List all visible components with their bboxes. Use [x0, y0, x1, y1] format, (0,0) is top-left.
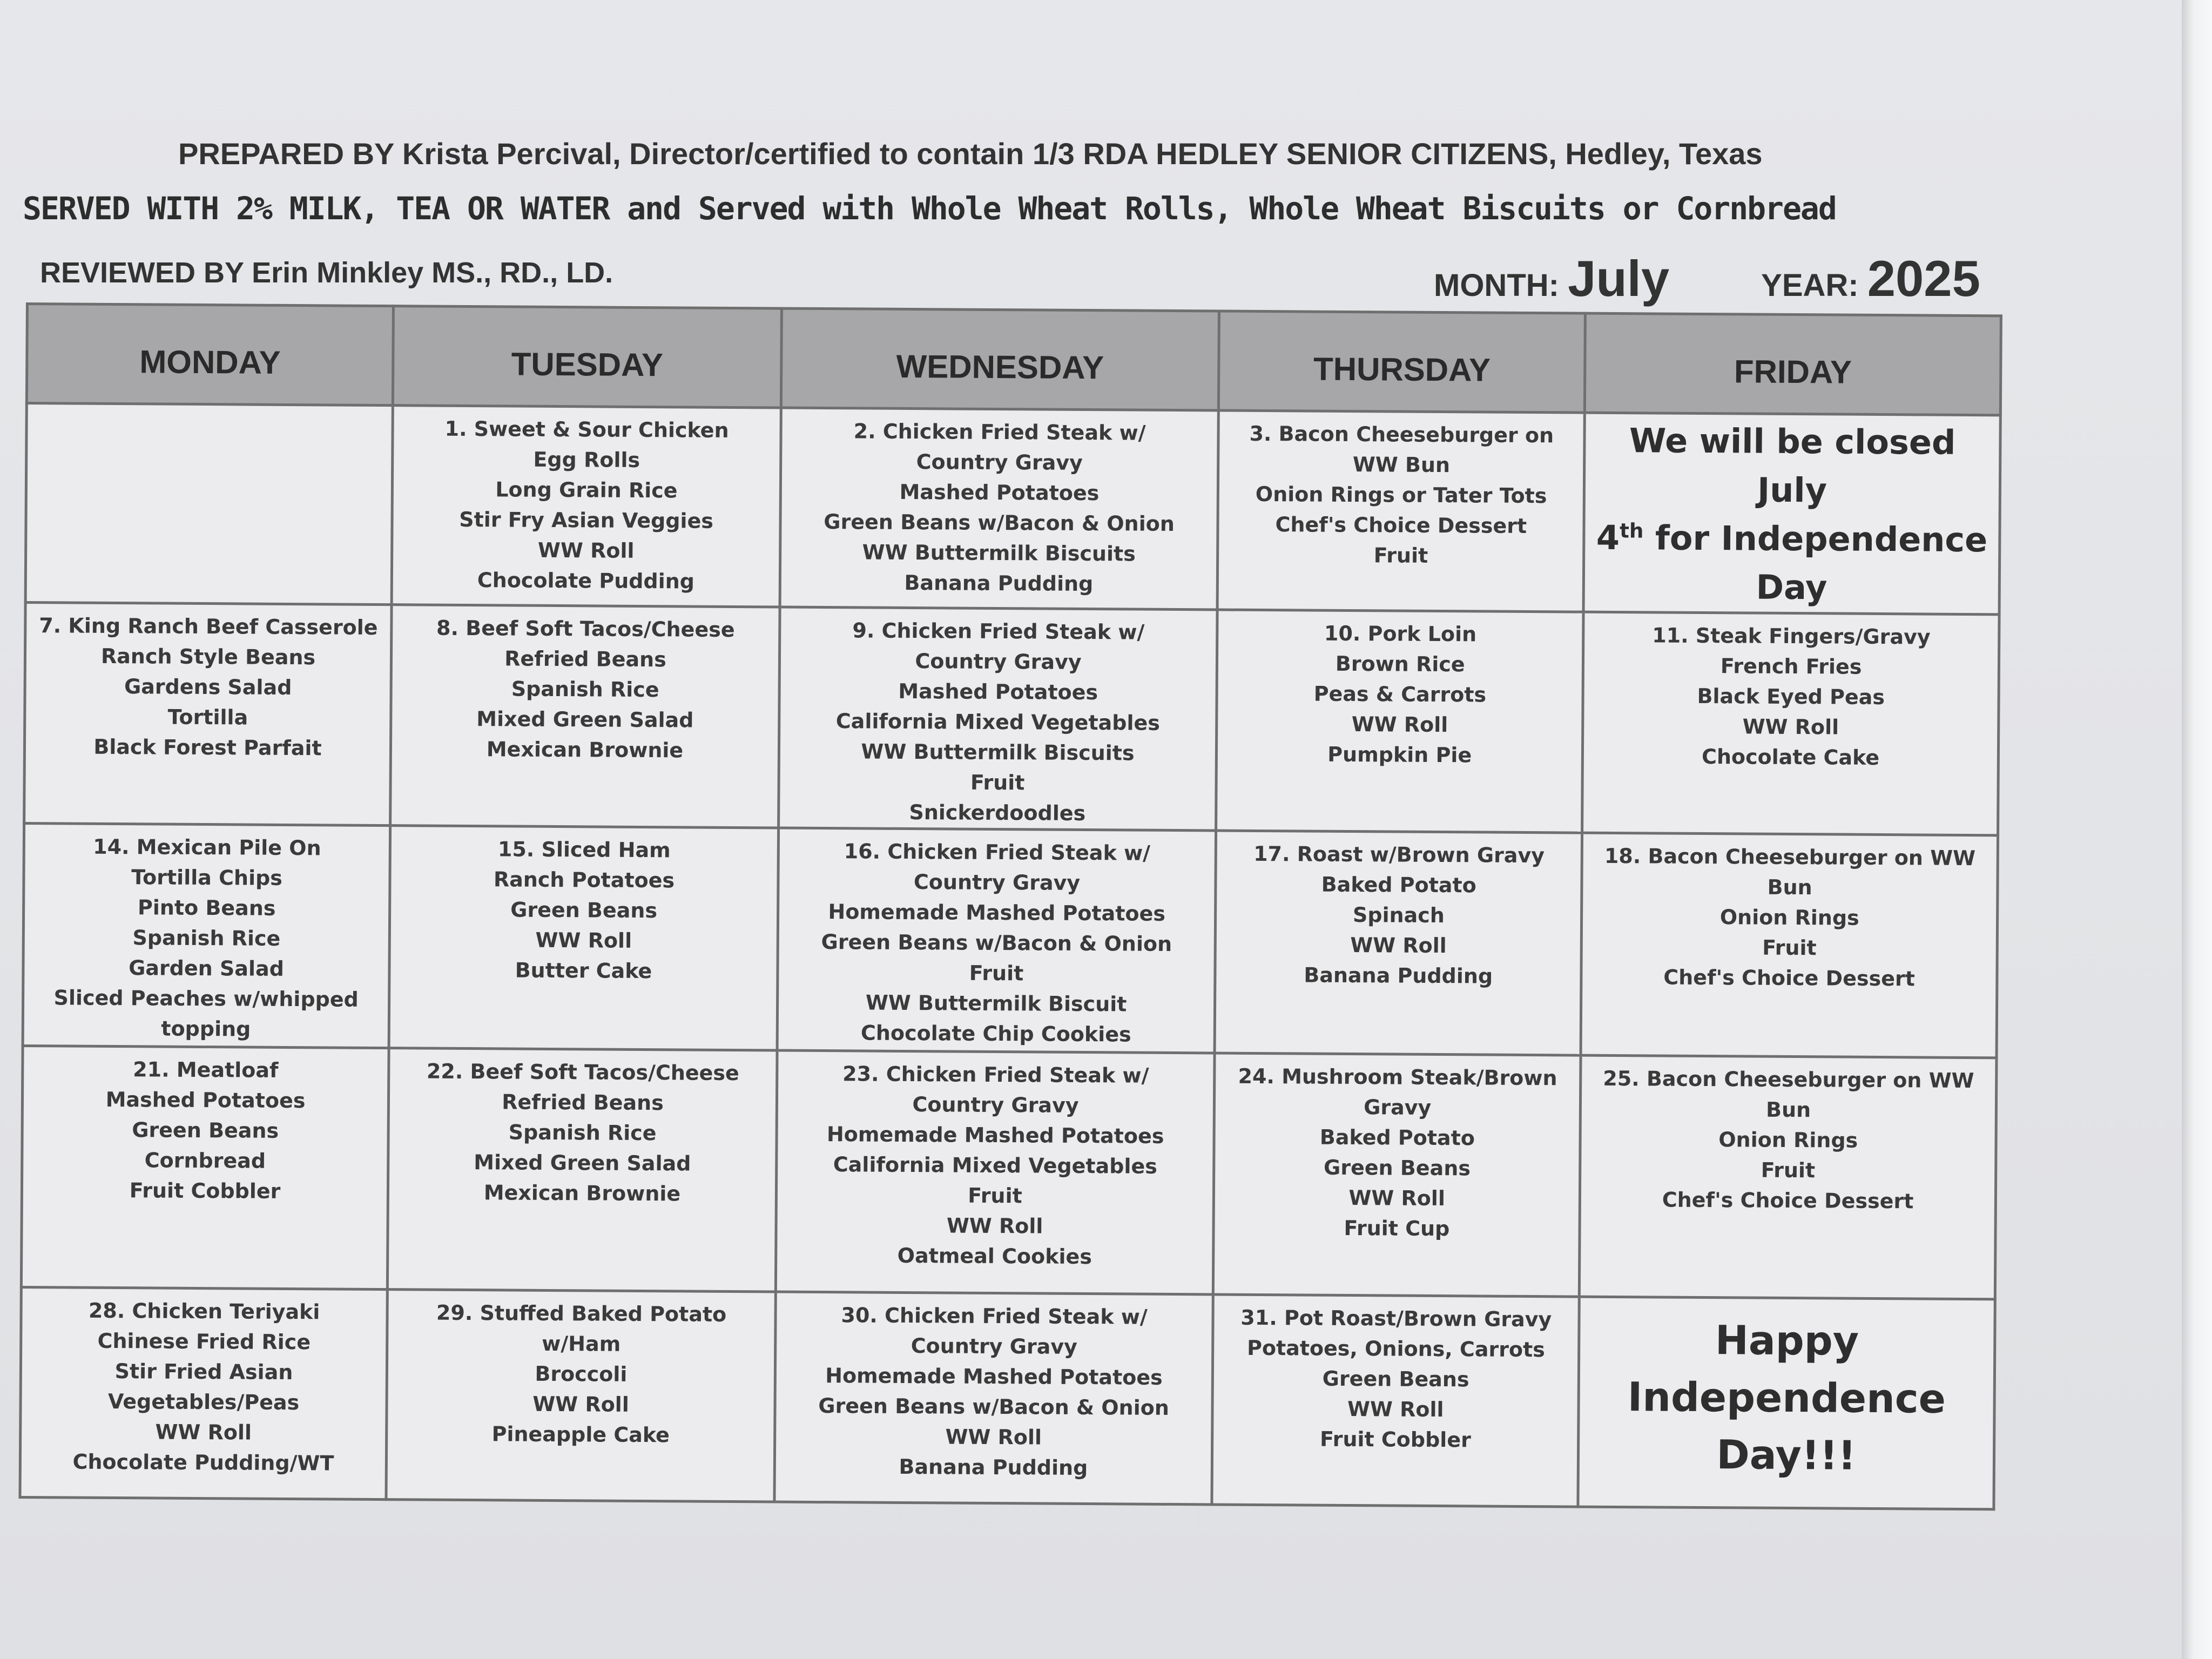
menu-item: French Fries [1720, 654, 1862, 679]
menu-item: Pineapple Cake [491, 1422, 670, 1447]
menu-item: Chocolate Chip Cookies [860, 1021, 1131, 1047]
reviewed-by-line: REVIEWED BY Erin Minkley MS., RD., LD. [40, 257, 613, 289]
menu-cell [1581, 833, 1998, 1058]
menu-item: Green Beans [1324, 1155, 1471, 1181]
menu-item: Pinto Beans [137, 895, 276, 920]
menu-cell [24, 603, 392, 826]
menu-item: Chef's Choice Dessert [1662, 1188, 1914, 1213]
menu-item: Chef's Choice Dessert [1663, 965, 1916, 991]
menu-item: Country Gravy [911, 1334, 1077, 1359]
menu-item: Fruit Cobbler [1319, 1427, 1471, 1452]
menu-item: 18. Bacon Cheeseburger on WW [1604, 844, 1976, 871]
year-label: YEAR: [1761, 268, 1867, 303]
menu-item: Country Gravy [915, 649, 1082, 674]
menu-calendar-table [18, 302, 2002, 1510]
menu-item: 16. Chicken Fried Steak w/ [844, 839, 1151, 865]
menu-item: WW Roll [945, 1425, 1042, 1449]
menu-item: WW Buttermilk Biscuits [862, 540, 1136, 566]
menu-item: Country Gravy [916, 450, 1083, 475]
menu-item: 28. Chicken Teriyaki [88, 1298, 320, 1324]
menu-item: Pumpkin Pie [1327, 742, 1472, 767]
menu-item: Green Beans w/Bacon & Onion [821, 930, 1172, 956]
closed-notice-suffix: th [1619, 518, 1644, 543]
happy-notice-cell [1578, 1297, 1995, 1509]
menu-cell [389, 826, 778, 1050]
menu-item: 3. Bacon Cheeseburger on [1249, 421, 1554, 448]
menu-item: Stir Fried Asian [114, 1359, 293, 1385]
menu-cell [392, 406, 781, 607]
menu-cell [387, 1048, 777, 1292]
year-value: 2025 [1867, 250, 1980, 307]
menu-item: Green Beans [132, 1118, 279, 1143]
menu-item: WW Roll [155, 1420, 252, 1445]
menu-item: 15. Sliced Ham [497, 837, 671, 862]
menu-item: California Mixed Vegetables [833, 1152, 1157, 1178]
happy-notice-line3: Day!!! [1716, 1432, 1857, 1479]
menu-cell [1212, 1294, 1579, 1507]
month-year-block [1434, 249, 1980, 308]
month-value: July [1568, 250, 1670, 307]
week-row-5 [20, 1287, 1995, 1509]
menu-item: Mixed Green Salad [474, 1150, 691, 1176]
menu-item: Banana Pudding [899, 1454, 1088, 1480]
menu-item: Homemade Mashed Potatoes [826, 1122, 1164, 1148]
menu-item: 9. Chicken Fried Steak w/ [852, 618, 1145, 644]
menu-cell [775, 1050, 1215, 1294]
week-row-4 [21, 1046, 1997, 1299]
menu-item: Onion Rings [1719, 905, 1859, 930]
menu-item: Spanish Rice [511, 677, 659, 702]
menu-item: 29. Stuffed Baked Potato [436, 1300, 727, 1326]
menu-item: 24. Mushroom Steak/Brown [1238, 1064, 1557, 1090]
menu-item: 7. King Ranch Beef Casserole [39, 613, 378, 639]
menu-cell [780, 408, 1219, 610]
menu-item: Green Beans w/Bacon & Onion [824, 510, 1175, 536]
menu-item: WW Roll [1351, 712, 1448, 737]
day-header-wednesday: WEDNESDAY [781, 308, 1219, 410]
menu-item: Mexican Brownie [486, 737, 684, 763]
menu-item: WW Roll [1348, 1185, 1446, 1211]
menu-item: Long Grain Rice [495, 477, 678, 503]
menu-item: Fruit Cobbler [129, 1178, 281, 1203]
menu-cell [1582, 612, 1999, 835]
menu-item: Fruit [970, 770, 1025, 795]
menu-cell [1580, 1055, 1997, 1299]
happy-notice-line1: Happy [1715, 1317, 1859, 1365]
menu-cell [21, 1046, 389, 1289]
menu-item: Green Beans [1322, 1366, 1469, 1392]
month-label: MONTH: [1434, 268, 1568, 303]
menu-item: 2. Chicken Fried Steak w/ [853, 419, 1146, 445]
menu-item: 1. Sweet & Sour Chicken [444, 416, 729, 442]
menu-item: Snickerdoodles [909, 800, 1086, 826]
menu-item: Ranch Style Beans [100, 644, 316, 670]
menu-item: WW Roll [1742, 714, 1839, 739]
menu-item: 22. Beef Soft Tacos/Cheese [426, 1059, 739, 1085]
menu-item: Green Beans w/Bacon & Onion [818, 1394, 1169, 1420]
menu-item: Tortilla Chips [131, 865, 283, 890]
menu-item: Spinach [1352, 903, 1445, 928]
menu-item: Black Forest Parfait [93, 734, 322, 760]
menu-item: Fruit Cup [1344, 1216, 1450, 1241]
menu-item: WW Bun [1352, 453, 1451, 477]
day-header-friday: FRIDAY [1585, 313, 2001, 415]
day-header-tuesday: TUESDAY [393, 306, 781, 408]
menu-item: Mexican Brownie [483, 1181, 681, 1206]
closed-notice-rest: for Independence [1643, 518, 1988, 560]
menu-item: Brown Rice [1335, 651, 1465, 677]
menu-item: 14. Mexican Pile On [93, 834, 321, 860]
menu-item: Fruit [968, 1183, 1022, 1208]
menu-item: Vegetables/Peas [107, 1389, 300, 1415]
menu-item: 8. Beef Soft Tacos/Cheese [436, 616, 735, 642]
prepared-by-line: PREPARED BY Krista Percival, Director/certified to contain 1/3 RDA HEDLEY SENIOR CITIZENS, Hedley, Texas [178, 137, 1763, 171]
menu-item: Stir Fry Asian Veggies [459, 507, 714, 533]
menu-cell [25, 403, 393, 605]
closed-notice-day: 4 [1596, 517, 1620, 558]
menu-item: Broccoli [535, 1361, 628, 1386]
menu-item: WW Roll [535, 928, 632, 953]
menu-item: Mashed Potatoes [899, 480, 1100, 505]
menu-item: Bun [1767, 875, 1812, 900]
menu-item: Onion Rings [1718, 1128, 1858, 1152]
menu-item: 31. Pot Roast/Brown Gravy [1240, 1305, 1552, 1332]
menu-item: 17. Roast w/Brown Gravy [1253, 841, 1545, 868]
menu-item: Chinese Fried Rice [97, 1328, 311, 1354]
menu-item: Banana Pudding [904, 570, 1094, 596]
menu-cell [1215, 831, 1582, 1055]
menu-item: WW Buttermilk Biscuits [861, 739, 1135, 765]
day-header-row [26, 304, 2001, 415]
menu-item: Sliced Peaches w/whipped [53, 986, 359, 1011]
menu-cell [1217, 410, 1584, 612]
menu-cell [20, 1287, 387, 1499]
menu-item: Peas & Carrots [1313, 682, 1487, 707]
menu-item: Chocolate Pudding/WT [72, 1449, 334, 1475]
week-row-3 [23, 823, 1998, 1057]
menu-cell [777, 828, 1216, 1053]
day-header-monday: MONDAY [26, 304, 393, 406]
menu-item: Chef's Choice Dessert [1275, 512, 1527, 538]
week-row-1 [25, 403, 2000, 615]
menu-item: 11. Steak Fingers/Gravy [1652, 623, 1931, 649]
menu-item: 23. Chicken Fried Steak w/ [842, 1062, 1149, 1088]
closed-notice-line3: Day [1756, 567, 1827, 608]
menu-item: Fruit [969, 961, 1024, 986]
day-header-thursday: THURSDAY [1219, 311, 1586, 413]
menu-item: WW Roll [537, 538, 635, 563]
happy-notice-line2: Independence [1627, 1374, 1946, 1422]
menu-cell [23, 823, 390, 1048]
menu-item: Spanish Rice [508, 1120, 657, 1145]
menu-item: w/Ham [542, 1331, 621, 1356]
menu-item: Tortilla [167, 705, 248, 730]
menu-item: Baked Potato [1319, 1125, 1475, 1150]
menu-cell [390, 605, 780, 828]
menu-item: Country Gravy [913, 870, 1081, 895]
served-with-line: SERVED WITH 2% MILK, TEA OR WATER and Served with Whole Wheat Rolls, Whole Wheat Biscuits or Cornbread [23, 190, 1836, 227]
menu-cell [1213, 1053, 1581, 1297]
menu-item: Banana Pudding [1304, 963, 1493, 988]
menu-item: WW Roll [1350, 933, 1447, 958]
menu-item: Bun [1765, 1097, 1811, 1122]
menu-item: Fruit [1762, 935, 1817, 960]
menu-item: Black Eyed Peas [1697, 684, 1885, 710]
menu-item: Mashed Potatoes [105, 1087, 306, 1113]
menu-item: Gardens Salad [124, 675, 292, 700]
menu-item: Butter Cake [515, 958, 652, 983]
menu-item: WW Buttermilk Biscuit [865, 990, 1127, 1016]
closed-notice-cell [1583, 413, 2000, 615]
menu-item: Chocolate Cake [1701, 744, 1880, 770]
menu-cell [779, 607, 1218, 831]
menu-item: Oatmeal Cookies [897, 1243, 1092, 1269]
menu-item: Refried Beans [502, 1090, 664, 1115]
menu-item: Homemade Mashed Potatoes [828, 900, 1166, 926]
menu-item: WW Roll [532, 1392, 629, 1417]
menu-item: Mixed Green Salad [476, 707, 694, 732]
menu-item: 25. Bacon Cheeseburger on WW [1603, 1066, 1974, 1093]
menu-item: Ranch Potatoes [493, 867, 675, 893]
menu-item: 10. Pork Loin [1324, 621, 1477, 646]
menu-item: Chocolate Pudding [477, 568, 695, 594]
menu-item: Spanish Rice [132, 926, 281, 950]
menu-item: Potatoes, Onions, Carrots [1246, 1336, 1546, 1362]
menu-item: topping [161, 1016, 251, 1041]
menu-item: Garden Salad [129, 956, 285, 981]
paper-edge [2182, 0, 2212, 1659]
menu-cell [1216, 610, 1584, 833]
menu-item: Country Gravy [912, 1092, 1079, 1117]
menu-item: WW Roll [1347, 1397, 1444, 1422]
menu-item: Onion Rings or Tater Tots [1255, 482, 1547, 508]
week-row-2 [24, 603, 1999, 835]
menu-item: WW Roll [946, 1213, 1043, 1238]
closed-notice-line1: We will be closed July [1629, 421, 1956, 510]
menu-item: Baked Potato [1321, 872, 1476, 898]
menu-item: Fruit [1761, 1158, 1816, 1183]
menu-item: 30. Chicken Fried Steak w/ [841, 1303, 1148, 1329]
menu-cell [774, 1292, 1213, 1505]
menu-item: Green Beans [510, 898, 658, 923]
menu-item: Gravy [1364, 1095, 1432, 1120]
menu-item: Cornbread [144, 1148, 266, 1173]
menu-cell [386, 1290, 775, 1502]
menu-item: 21. Meatloaf [133, 1057, 279, 1082]
closed-notice-line2 [1590, 514, 1993, 565]
menu-item: California Mixed Vegetables [835, 709, 1160, 735]
menu-item: Refried Beans [504, 646, 666, 672]
menu-item: Homemade Mashed Potatoes [825, 1364, 1163, 1390]
menu-item: Mashed Potatoes [898, 679, 1098, 705]
menu-item: Fruit [1373, 543, 1428, 568]
menu-item: Egg Rolls [533, 447, 640, 472]
